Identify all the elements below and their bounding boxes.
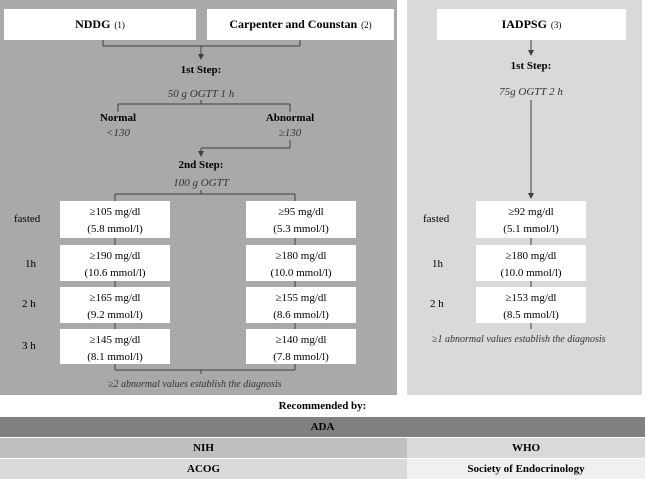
left-diagnosis-note: ≥2 abnormal values establish the diagnosis — [108, 379, 282, 390]
value-mgdl: ≥105 mg/dl — [89, 206, 141, 218]
right-row-label-1h: 1h — [432, 258, 443, 270]
carpenter-ref: (2) — [361, 19, 372, 30]
right-row-label-2h: 2 h — [430, 298, 444, 310]
acog-band: ACOG — [0, 459, 407, 479]
value-mmol: (9.2 mmol/l) — [87, 309, 143, 321]
value-mmol: (10.6 mmol/l) — [84, 267, 146, 279]
right-ogtt: 75g OGTT 2 h — [499, 86, 563, 98]
value-mgdl: ≥92 mg/dl — [508, 206, 554, 218]
left-ogtt1: 50 g OGTT 1 h — [167, 88, 235, 100]
nddg-2h-box — [60, 287, 170, 323]
left-ogtt2: 100 g OGTT — [173, 177, 229, 189]
left-step2: 2nd Step: — [178, 159, 224, 171]
left-step1: 1st Step: — [180, 64, 222, 76]
value-mgdl: ≥190 mg/dl — [89, 250, 141, 262]
normal-value: <130 — [106, 127, 130, 139]
value-mmol: (10.0 mmol/l) — [500, 267, 562, 279]
value-mmol: (7.8 mmol/l) — [273, 351, 329, 363]
nih-band: NIH — [0, 438, 407, 458]
iadpsg-ref: (3) — [550, 19, 562, 30]
value-mmol: (5.1 mmol/l) — [503, 223, 559, 235]
right-diagnosis-note: ≥1 abnormal values establish the diagnosis — [432, 334, 606, 345]
iadpsg-2h-box — [476, 287, 586, 323]
normal-label: Normal — [99, 112, 137, 124]
value-mmol: (8.1 mmol/l) — [87, 351, 143, 363]
row-label-fasted: fasted — [14, 213, 41, 225]
who-band: WHO — [407, 438, 645, 458]
value-mmol: (5.8 mmol/l) — [87, 223, 143, 235]
nddg-1h-box — [60, 245, 170, 281]
iadpsg-label: IADPSG — [501, 17, 547, 31]
value-mgdl: ≥155 mg/dl — [275, 292, 327, 304]
carpenter-1h-box — [246, 245, 356, 281]
carpenter-fasted-box — [246, 201, 356, 238]
soe-band: Society of Endocrinology — [407, 459, 645, 479]
right-step1: 1st Step: — [510, 60, 552, 72]
carpenter-label: Carpenter and Counstan — [229, 17, 358, 31]
value-mmol: (8.5 mmol/l) — [503, 309, 559, 321]
value-mmol: (8.6 mmol/l) — [273, 309, 329, 321]
carpenter-header — [207, 9, 394, 40]
row-label-1h: 1h — [25, 258, 36, 270]
recommended-title: Recommended by: — [0, 396, 645, 416]
value-mgdl: ≥180 mg/dl — [275, 250, 327, 262]
row-label-3h: 3 h — [22, 340, 36, 352]
carpenter-2h-box — [246, 287, 356, 323]
nddg-fasted-box — [60, 201, 170, 238]
nddg-header — [4, 9, 196, 40]
value-mgdl: ≥180 mg/dl — [505, 250, 557, 262]
iadpsg-fasted-box — [476, 201, 586, 238]
value-mgdl: ≥140 mg/dl — [275, 334, 327, 346]
nddg-label: NDDG — [75, 17, 111, 31]
iadpsg-header — [437, 9, 626, 40]
nddg-3h-box — [60, 329, 170, 364]
right-row-label-fasted: fasted — [423, 213, 450, 225]
nddg-ref: (1) — [114, 19, 125, 30]
value-mgdl: ≥165 mg/dl — [89, 292, 141, 304]
abnormal-label: Abnormal — [265, 112, 315, 124]
ada-band: ADA — [0, 417, 645, 437]
carpenter-3h-box — [246, 329, 356, 364]
iadpsg-1h-box — [476, 245, 586, 281]
value-mmol: (5.3 mmol/l) — [273, 223, 329, 235]
abnormal-value: ≥130 — [278, 127, 302, 139]
value-mgdl: ≥145 mg/dl — [89, 334, 141, 346]
value-mgdl: ≥95 mg/dl — [278, 206, 324, 218]
row-label-2h: 2 h — [22, 298, 36, 310]
value-mmol: (10.0 mmol/l) — [270, 267, 332, 279]
value-mgdl: ≥153 mg/dl — [505, 292, 557, 304]
